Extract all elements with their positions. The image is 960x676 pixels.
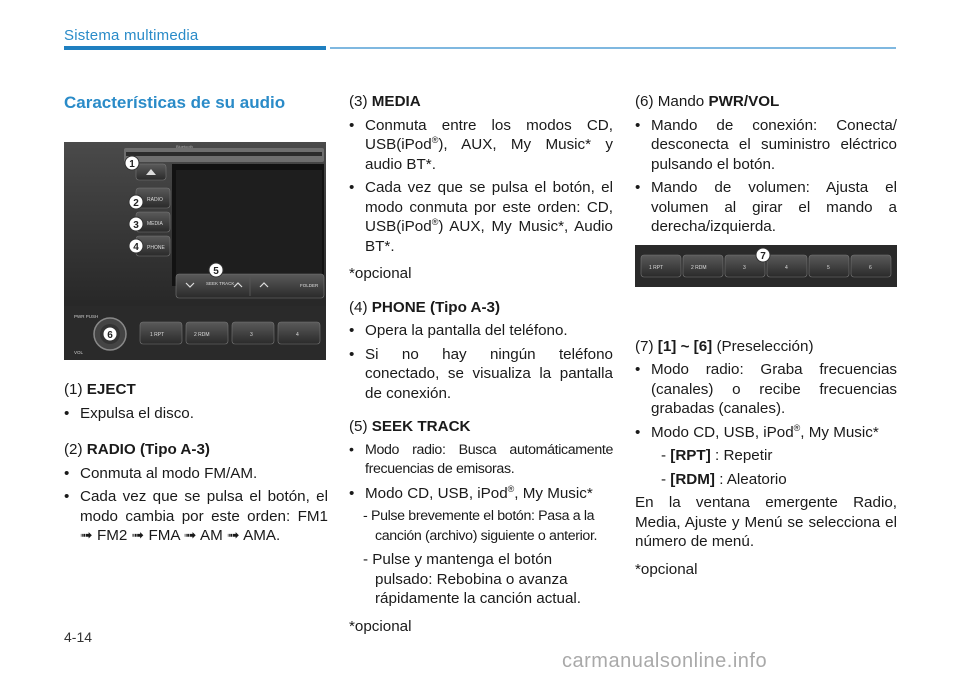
- eject-bullet-1: • Expulsa el disco.: [64, 404, 328, 424]
- strip-preset-3: 3: [743, 265, 746, 271]
- media-bullet-1-a: Conmuta entre los modos CD, USB(iPod: [365, 116, 613, 153]
- optional-note: *opcional: [349, 265, 412, 282]
- seek-bullet-2: [349, 484, 613, 504]
- rdm-value: : Aleatorio: [714, 470, 787, 488]
- media-button-label: MEDIA: [147, 221, 163, 227]
- seek-title: SEEK TRACK: [371, 418, 471, 435]
- page-number: 4-14: [64, 629, 93, 645]
- media-heading: [349, 92, 613, 112]
- registered-mark: ®: [431, 134, 439, 145]
- preset-number: (7): [635, 337, 658, 355]
- folder-label: FOLDER: [300, 283, 319, 288]
- eject-number: (1): [64, 381, 87, 398]
- seek-bullet-2-b: , My Music*: [514, 484, 593, 502]
- seek-track-label: SEEK TRACK: [206, 281, 235, 286]
- preset-strip-illustration: [635, 245, 897, 287]
- pwr-number: (6) Mando: [635, 93, 709, 110]
- seek-bullet-1: • Modo radio: Busca automáticamente frecuencias de emisoras.: [349, 441, 613, 480]
- radio-bullet-1: • Conmuta al modo FM/AM.: [64, 464, 328, 484]
- media-bullet-2-b: ) AUX, My Music*, Audio BT*.: [365, 218, 613, 255]
- preset-4-label: 4: [296, 332, 299, 338]
- registered-mark: ®: [507, 483, 515, 494]
- pwr-title: PWR/VOL: [708, 93, 780, 110]
- seek-number: (5): [349, 418, 372, 435]
- column-1: [64, 380, 328, 546]
- section-title: Características de su audio: [64, 93, 286, 112]
- pwr-heading: [635, 92, 897, 112]
- header-rule-dark: [64, 46, 326, 50]
- radio-number: (2): [64, 441, 87, 458]
- header-section-title: Sistema multimedia: [64, 27, 199, 44]
- pwr-label: PWR PUSH: [74, 314, 99, 319]
- media-bullet-1-b: ), AUX, My Music* y audio BT*.: [365, 136, 613, 173]
- vol-label: VOL: [74, 350, 84, 355]
- rdm-item: - [RDM] : Aleatorio: [661, 470, 787, 488]
- preset-2-label: 2 RDM: [194, 332, 210, 338]
- strip-preset-4: 4: [785, 265, 788, 271]
- watermark: carmanualsonline.info: [562, 650, 768, 672]
- callout-7: 7: [760, 251, 766, 262]
- column-2: [349, 92, 613, 636]
- registered-mark: ®: [793, 422, 801, 433]
- preset-bullet-2-a: Modo CD, USB, iPod: [651, 423, 794, 441]
- phone-number: (4): [349, 298, 372, 316]
- rpt-value: : Repetir: [710, 447, 773, 464]
- callout-5: 5: [213, 266, 219, 277]
- media-bullet-2-a: Cada vez que se pulsa el botón, el modo conmuta por este orden: CD, USB(iPod: [365, 179, 613, 235]
- eject-heading: [64, 380, 328, 400]
- rdm-key: [RDM]: [670, 470, 715, 488]
- phone-bullet-1: • Opera la pantalla del teléfono.: [349, 321, 613, 341]
- preset-1-label: 1 RPT: [150, 332, 165, 338]
- strip-preset-5: 5: [827, 265, 830, 271]
- radio-title: RADIO (Tipo A-3): [86, 441, 210, 458]
- callout-6: 6: [107, 330, 113, 341]
- popup-paragraph: En la ventana emergente Radio, Media, Ajuste y Menú se selecciona el número de menú.: [635, 494, 897, 550]
- bluetooth-label: Bluetooth: [176, 144, 193, 149]
- seek-sub-2: - Pulse y mantenga el botón pulsado: Rebobina o avanza rápidamente la canción actual.: [363, 551, 582, 607]
- media-number: (3): [349, 93, 372, 110]
- rpt-key: [RPT]: [670, 447, 711, 464]
- preset-subtitle: (Preselección): [712, 337, 814, 355]
- callout-3: 3: [133, 220, 139, 231]
- preset-bullet-2: [635, 423, 897, 443]
- preset-heading: [635, 337, 897, 357]
- media-bullet-2: [349, 178, 613, 256]
- seek-heading: [349, 417, 613, 437]
- callout-1: 1: [129, 159, 135, 170]
- pwr-bullet-1: • Mando de conexión: Conecta/ desconecta el suministro eléctrico pulsando el botón.: [635, 116, 897, 175]
- seek-bullet-2-a: Modo CD, USB, iPod: [365, 484, 508, 502]
- radio-bullet-2: • Cada vez que se pulsa el botón, el modo cambia por este orden: FM1 ➟ FM2 ➟ FMA ➟ AM ➟ AMA.: [64, 487, 328, 546]
- strip-preset-2: 2 RDM: [691, 265, 707, 271]
- column-3: [635, 92, 897, 579]
- preset-3-label: 3: [250, 332, 253, 338]
- preset-bullet-1: • Modo radio: Graba frecuencias (canales) o recibe frecuencias grabadas (canales).: [635, 360, 897, 419]
- preset-bullet-2-b: , My Music*: [800, 423, 879, 441]
- eject-title: EJECT: [86, 381, 136, 398]
- seek-sub-1: - Pulse brevemente el botón: Pasa a la canción (archivo) siguiente o anterior.: [363, 508, 598, 544]
- rpt-item: - [RPT] : Repetir: [661, 447, 773, 464]
- strip-preset-1: 1 RPT: [649, 265, 664, 271]
- callout-2: 2: [133, 198, 139, 209]
- phone-button-label: PHONE: [147, 245, 165, 251]
- phone-title: PHONE (Tipo A-3): [371, 298, 501, 316]
- header-rule-light: [330, 47, 896, 49]
- callout-4: 4: [133, 242, 139, 253]
- radio-button-label: RADIO: [147, 197, 163, 203]
- optional-note: *opcional: [349, 617, 412, 635]
- registered-mark: ®: [431, 216, 439, 227]
- phone-heading: [349, 298, 613, 318]
- media-title: MEDIA: [371, 93, 421, 110]
- optional-note: *opcional: [635, 560, 698, 578]
- preset-title: [1] ~ [6]: [657, 337, 713, 355]
- media-bullet-1: [349, 116, 613, 175]
- pwr-bullet-2: • Mando de volumen: Ajusta el volumen al girar el mando a derecha/izquierda.: [635, 178, 897, 237]
- strip-preset-6: 6: [869, 265, 872, 271]
- phone-bullet-2: • Si no hay ningún teléfono conectado, se visualiza la pantalla de conexión.: [349, 345, 613, 404]
- radio-unit-illustration: [64, 142, 326, 360]
- radio-heading: [64, 440, 328, 460]
